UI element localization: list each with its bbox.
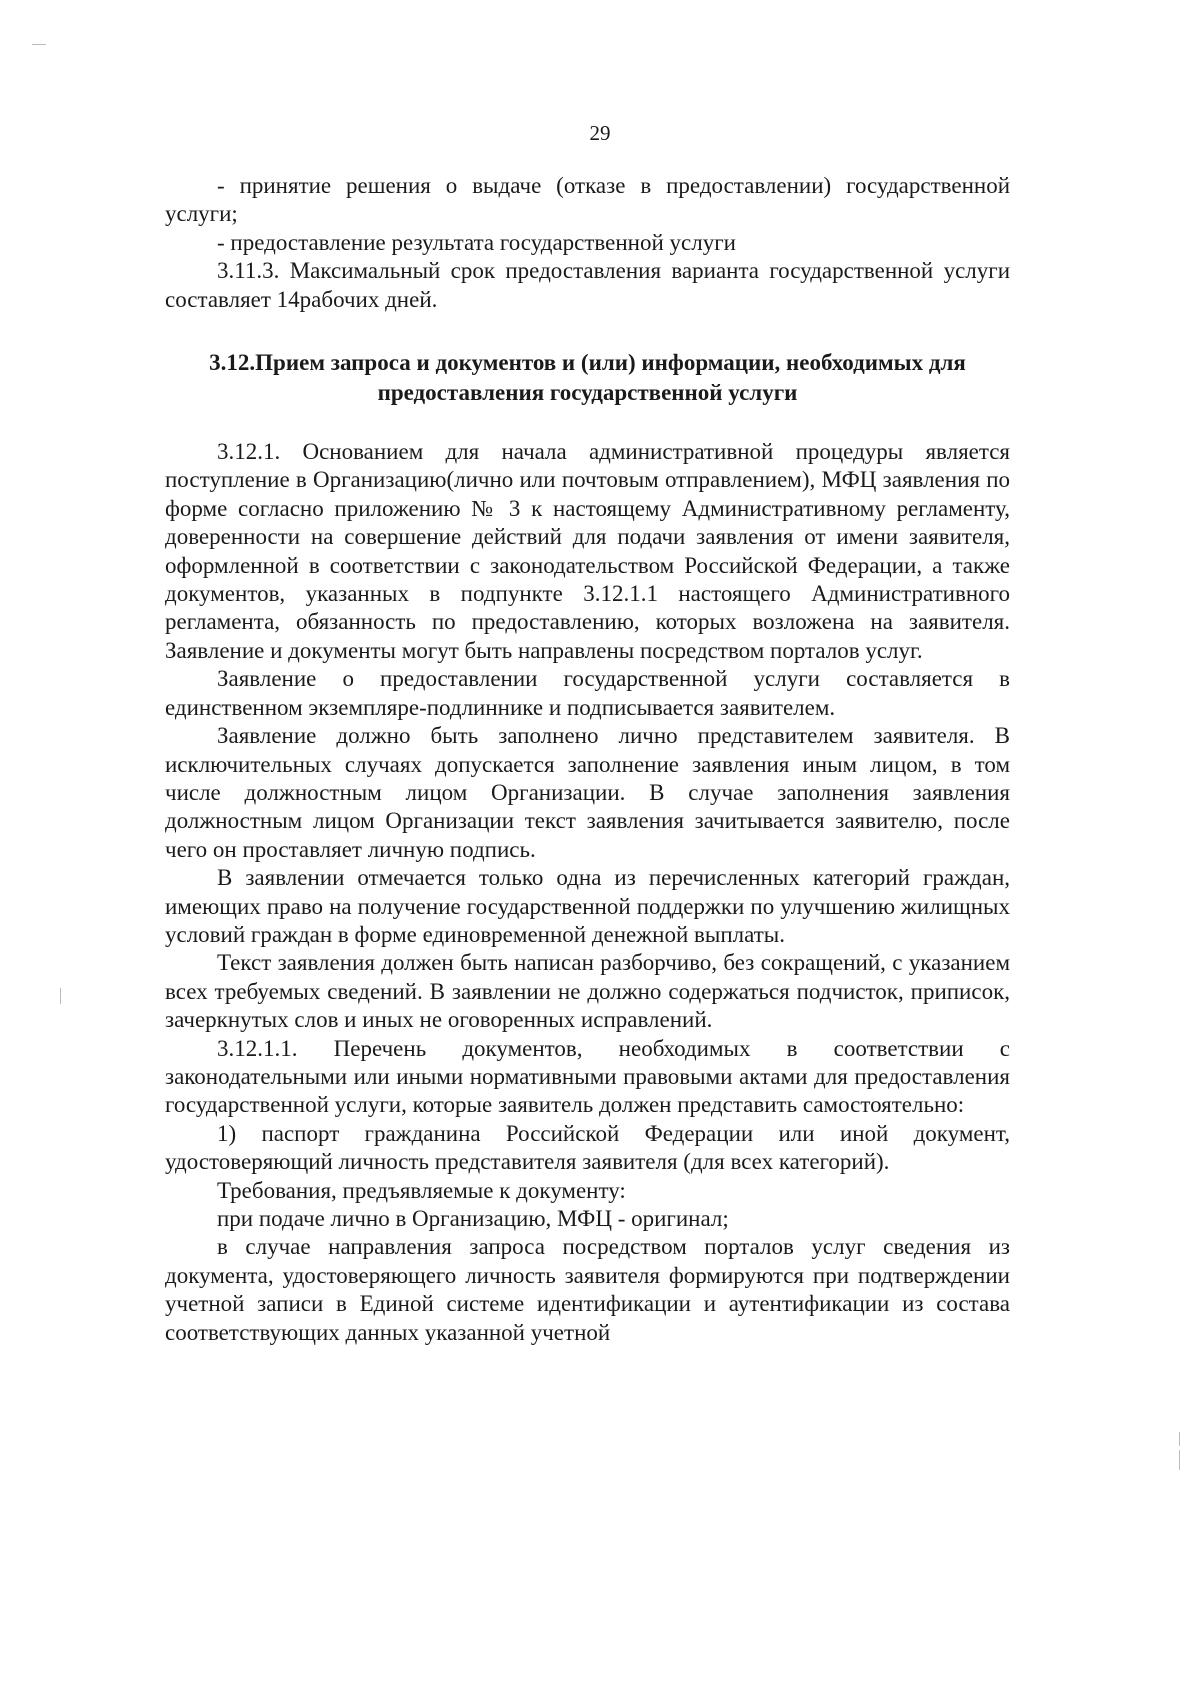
paragraph: Заявление должно быть заполнено лично представителем заявителя. В исключительных случаях допускается заполнение заявления иным лицом, в том числе должностным лицом Организации. В случае заполнения заявления должностным лицом Организации текст заявления зачитывается заявителю, после чего он проставляет личную подпись.: [165, 723, 1010, 862]
paragraph: 3.11.3. Максимальный срок предоставления варианта государственной услуги составляет 14рабочих дней.: [165, 258, 1010, 312]
scan-mark-top-left: [32, 44, 46, 45]
document-body: [165, 172, 1010, 1347]
paragraph: Заявление о предоставлении государственной услуги составляется в единственном экземпляре-подлиннике и подписывается заявителем.: [165, 666, 1010, 720]
scan-mark-left: [60, 988, 61, 1004]
paragraph: 3.12.1. Основанием для начала административной процедуры является поступление в Организацию(лично или почтовым отправлением), МФЦ заявления по форме согласно приложению № 3 к настоящему Административному регламенту, доверенности на совершение действий для подачи заявления от имени заявителя, оформленной в соответствии с законодательством Российской Федерации, а также документов, указанных в подпункте 3.12.1.1 настоящего Административного регламента, обязанность по предоставлению, которых возложена на заявителя. Заявление и документы могут быть направлены посредством порталов услуг.: [165, 439, 1010, 663]
paragraph: 1) паспорт гражданина Российской Федерации или иной документ, удостоверяющий личность представителя заявителя (для всех категорий).: [165, 1120, 1010, 1175]
paragraph: Текст заявления должен быть написан разборчиво, без сокращений, с указанием всех требуемых сведений. В заявлении не должно содержаться подчисток, приписок, зачеркнутых слов и иных не оговоренных исправлений.: [165, 950, 1010, 1033]
page-number: 29: [589, 121, 611, 145]
paragraph: - предоставление результата государственной услуги: [217, 229, 736, 255]
paragraph: при подаче лично в Организацию, МФЦ - оригинал;: [217, 1206, 729, 1231]
paragraph: в случае направления запроса посредством порталов услуг сведения из документа, удостоверяющего личность заявителя формируются при подтверждении учетной записи в Единой системе идентификации и аутентификации из состава соответствующих данных указанной учетной: [165, 1234, 1010, 1345]
paragraph: Требования, предъявляемые к документу:: [217, 1177, 626, 1203]
scan-mark-right-1: [1179, 1432, 1180, 1446]
paragraph: В заявлении отмечается только одна из перечисленных категорий граждан, имеющих право на получение государственной поддержки по улучшению жилищных условий граждан в форме единовременной денежной выплаты.: [165, 865, 1010, 947]
scan-mark-right-2: [1179, 1450, 1180, 1470]
paragraph: 3.12.1.1. Перечень документов, необходимых в соответствии с законодательными или иными нормативными правовыми актами для предоставления государственной услуги, которые заявитель должен представить самостоятельно:: [165, 1035, 1010, 1118]
paragraph: - принятие решения о выдаче (отказе в предоставлении) государственной услуги;: [165, 173, 1010, 227]
section-heading: 3.12.Прием запроса и документов и (или) информации, необходимых для предоставления государственной услуги: [209, 350, 966, 406]
